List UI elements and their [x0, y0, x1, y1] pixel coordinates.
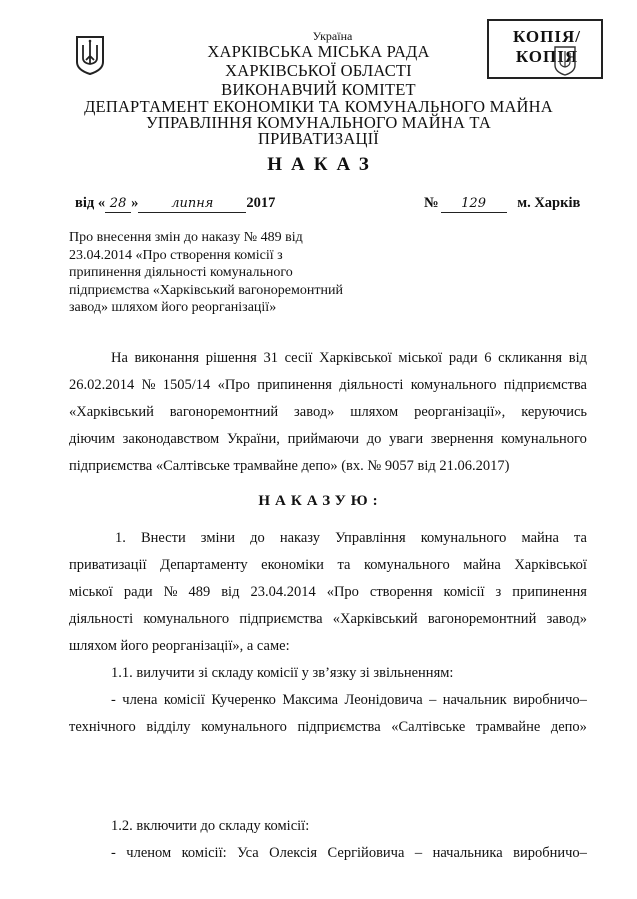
word: створення: [369, 584, 433, 600]
stamp-line-1: КОПІЯ/: [513, 27, 581, 46]
word: приватизації: [69, 557, 147, 573]
word: №: [163, 584, 178, 600]
word: 489: [188, 584, 211, 600]
document-number: 129: [441, 196, 507, 213]
item-1-2-line: [111, 840, 587, 867]
word: Кучеренко: [211, 692, 276, 708]
word: рішення: [205, 350, 257, 366]
word: –: [414, 845, 423, 861]
word: вагоноремонтний: [169, 404, 279, 420]
date-year: 2017: [246, 195, 276, 211]
word: завод»: [294, 404, 335, 420]
word: -: [111, 845, 116, 861]
word: скликання: [498, 350, 563, 366]
word: Олексія: [269, 845, 318, 861]
word: діяльності: [339, 377, 404, 393]
word: –: [429, 692, 437, 708]
word: комунального: [143, 611, 230, 627]
word: 23.04.2014: [250, 584, 316, 600]
item-1-line: [69, 552, 587, 579]
word: комісії: [443, 584, 485, 600]
word: реорганізації»,: [414, 404, 506, 420]
word: комісії:: [181, 845, 227, 861]
word: членом: [126, 845, 172, 861]
word: завод»: [546, 611, 587, 627]
word: члена: [122, 692, 158, 708]
header-line-department: ДЕПАРТАМЕНТ ЕКОНОМІКИ ТА КОМУНАЛЬНОГО МАЙНА: [84, 97, 553, 116]
date-prefix: від «: [75, 195, 106, 211]
word: «Салтівське: [391, 719, 466, 735]
word: наказу: [279, 530, 320, 546]
preamble-line: [69, 372, 587, 399]
word: начальника: [432, 845, 503, 861]
item-1-1-line: [111, 687, 587, 714]
word: та: [337, 557, 351, 573]
word: «Про: [217, 377, 250, 393]
word: зміни: [200, 530, 236, 546]
word: начальник: [442, 692, 507, 708]
word: ради: [123, 584, 153, 600]
preamble-line: [69, 399, 587, 426]
date-day: 28: [105, 196, 131, 213]
word: -: [111, 692, 116, 708]
item-1-1-heading: 1.1. вилучити зі складу комісії у зв’язку зі звільненням:: [111, 665, 454, 681]
word: діючим: [69, 431, 115, 447]
word: майна: [463, 557, 501, 573]
word: міської: [69, 584, 113, 600]
preamble-line: [69, 426, 587, 453]
stamp-seal-icon: [551, 43, 579, 77]
word: підприємства: [503, 377, 587, 393]
word: Внести: [140, 530, 186, 546]
preamble-line: підприємства «Салтівське трамвайне депо» (вх. № 9057 від 21.06.2017): [69, 458, 510, 474]
word: законодавством: [122, 431, 220, 447]
item-1-line: [69, 579, 587, 606]
date-mid: »: [131, 195, 139, 211]
word: депо»: [550, 719, 587, 735]
word: виконання: [134, 350, 200, 366]
word: від: [568, 350, 587, 366]
word: комісії: [163, 692, 205, 708]
number-prefix: №: [424, 195, 439, 211]
word: «Харківський: [69, 404, 154, 420]
item-1-line: [69, 606, 587, 633]
word: підприємства: [297, 719, 381, 735]
word: 6: [484, 350, 492, 366]
stamp-line-2: КОПІЯ: [515, 47, 579, 66]
subject-block: [69, 229, 343, 317]
header-line-city-council: ХАРКІВСЬКА МІСЬКА РАДА: [207, 42, 430, 61]
word: керуючись: [521, 404, 587, 420]
item-1-2-heading: 1.2. включити до складу комісії:: [111, 818, 310, 834]
number-line: [424, 195, 580, 213]
word: 1.: [115, 530, 126, 546]
word: комунального: [410, 377, 497, 393]
word: Уса: [237, 845, 259, 861]
word: комунального: [201, 719, 287, 735]
preamble-line: [111, 345, 587, 372]
word: Харківської: [514, 557, 587, 573]
header-line-executive-committee: ВИКОНАВЧИЙ КОМІТЕТ: [221, 80, 416, 99]
word: виробничо–: [513, 845, 587, 861]
copy-stamp: [487, 19, 603, 79]
word: трамвайне: [475, 719, 541, 735]
word: ради: [448, 350, 478, 366]
word: діяльності: [69, 611, 134, 627]
word: від: [221, 584, 240, 600]
word: №: [141, 377, 156, 393]
subject-line: припинення діяльності комунального: [69, 265, 293, 280]
word: міської: [398, 350, 443, 366]
word: припинення: [257, 377, 332, 393]
word: звернення: [430, 431, 494, 447]
word: «Харківський: [332, 611, 418, 627]
item-1-line: шляхом його реорганізації», а саме:: [69, 638, 290, 654]
city: м. Харків: [517, 195, 581, 211]
word: Управління: [335, 530, 406, 546]
date-line: [75, 195, 275, 213]
order-word: НАКАЗУЮ:: [258, 493, 383, 509]
subject-line: 23.04.2014 «Про створення комісії з: [69, 247, 283, 263]
word: «Про: [326, 584, 359, 600]
word: до: [250, 530, 265, 546]
word: комунального: [364, 557, 450, 573]
word: виробничо–: [513, 692, 587, 708]
word: вагоноремонтний: [427, 611, 537, 627]
header-line-privatization: ПРИВАТИЗАЦІЇ: [258, 129, 379, 148]
word: шляхом: [350, 404, 399, 420]
word: Сергійовича: [327, 845, 405, 861]
word: 26.02.2014: [69, 377, 135, 393]
header-line-directorate: УПРАВЛІННЯ КОМУНАЛЬНОГО МАЙНА ТА: [146, 113, 491, 132]
date-month: липня: [138, 196, 246, 213]
word: економіки: [261, 557, 324, 573]
word: приймаючи: [287, 431, 359, 447]
subject-line: завод» шляхом його реорганізації»: [69, 300, 277, 315]
word: сесії: [284, 350, 313, 366]
word: На: [111, 350, 128, 366]
item-1-1-line: [69, 714, 587, 741]
country-label: Україна: [312, 29, 353, 43]
word: майна: [521, 530, 559, 546]
word: до: [366, 431, 382, 447]
word: відділу: [146, 719, 191, 735]
word: 1505/14: [162, 377, 211, 393]
document-title: НАКАЗ: [267, 154, 378, 175]
header-line-region: ХАРКІВСЬКОЇ ОБЛАСТІ: [225, 61, 412, 80]
subject-line: підприємства «Харківський вагоноремонтний: [69, 282, 343, 298]
word: та: [574, 530, 587, 546]
word: України,: [226, 431, 280, 447]
word: Департаменту: [160, 557, 248, 573]
item-1-line: [115, 525, 587, 552]
word: технічного: [69, 719, 136, 735]
word: Харківської: [319, 350, 392, 366]
word: комунального: [420, 530, 507, 546]
word: підприємства: [239, 611, 323, 627]
word: комунального: [501, 431, 587, 447]
word: з: [495, 584, 502, 600]
word: Леонідовича: [344, 692, 423, 708]
word: 31: [263, 350, 278, 366]
subject-line: Про внесення змін до наказу № 489 від: [69, 230, 303, 245]
word: уваги: [389, 431, 424, 447]
word: Максима: [282, 692, 339, 708]
word: припинення: [512, 584, 587, 600]
